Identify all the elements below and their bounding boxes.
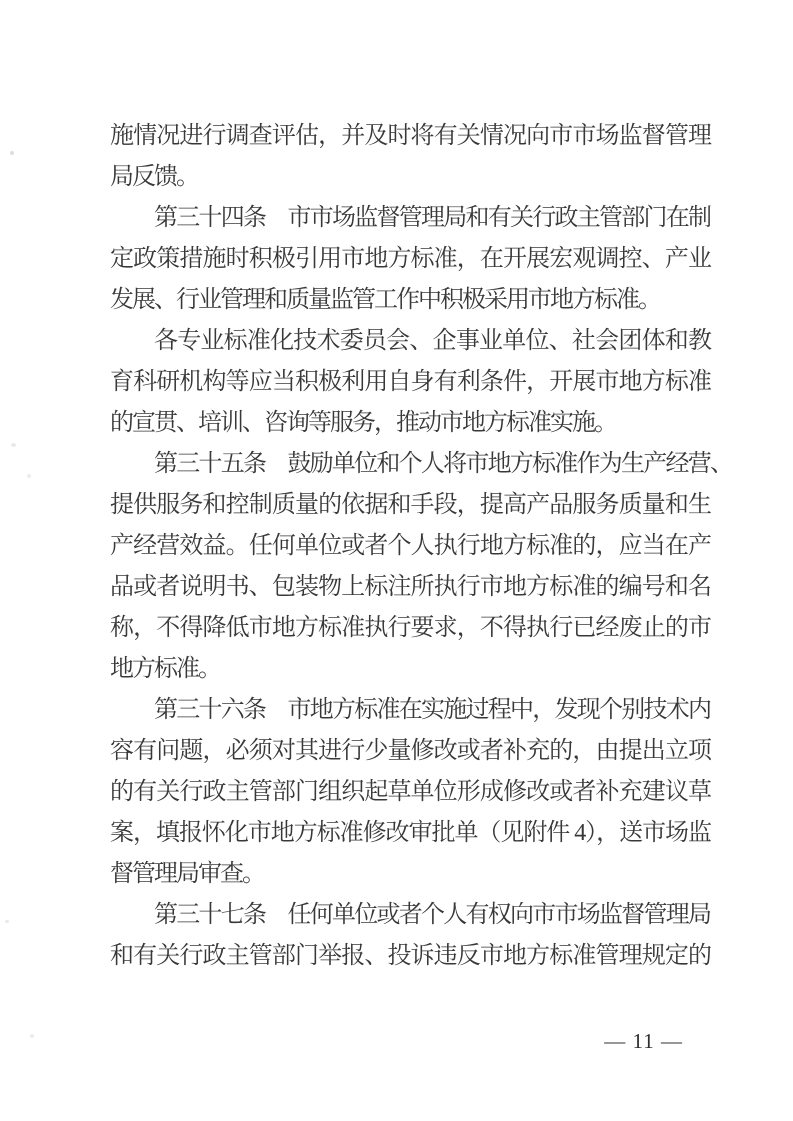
text-line: 和有关行政主管部门举报、投诉违反市地方标准管理规定的 [110, 943, 710, 969]
text-line: 发展、行业管理和质量监管工作中积极采用市地方标准。 [110, 287, 660, 313]
text-line: 品或者说明书、包装物上标注所执行市地方标准的编号和名 [110, 574, 710, 600]
text-line: 第三十四条 市市场监督管理局和有关行政主管部门在制 [154, 205, 710, 231]
text-line: 案，填报怀化市地方标准修改审批单（见附件 4），送市场监 [110, 820, 710, 846]
scan-speck [30, 1034, 34, 1038]
scan-speck [27, 474, 31, 478]
text-line: 第三十六条 市地方标准在实施过程中，发现个别技术内 [154, 697, 710, 723]
text-line: 各专业标准化技术委员会、企事业单位、社会团体和教 [154, 328, 710, 354]
text-line: 产经营效益。任何单位或者个人执行地方标准的，应当在产 [110, 533, 710, 559]
text-line: 的有关行政主管部门组织起草单位形成修改或者补充建议草 [110, 779, 710, 805]
text-line: 容有问题，必须对其进行少量修改或者补充的，由提出立项 [110, 738, 710, 764]
text-line: 施情况进行调查评估，并及时将有关情况向市市场监督管理 [110, 123, 710, 149]
text-line: 育科研机构等应当积极利用自身有利条件，开展市地方标准 [110, 369, 710, 395]
scan-speck [10, 151, 14, 155]
scan-speck [11, 443, 16, 447]
text-line: 第三十七条 任何单位或者个人有权向市市场监督管理局 [154, 902, 710, 928]
text-line: 地方标准。 [110, 656, 220, 682]
text-line: 局反馈。 [110, 164, 198, 190]
page-number: — 11 — [604, 1029, 683, 1053]
text-line: 称，不得降低市地方标准执行要求，不得执行已经废止的市 [110, 615, 710, 641]
text-line: 提供服务和控制质量的依据和手段，提高产品服务质量和生 [110, 492, 710, 518]
text-line: 督管理局审查。 [110, 861, 264, 887]
document-body [110, 116, 732, 977]
text-line: 定政策措施时积极引用市地方标准，在开展宏观调控、产业 [110, 246, 710, 272]
text-line: 第三十五条 鼓励单位和个人将市地方标准作为生产经营、 [154, 451, 732, 477]
text-line: 的宣贯、培训、咨询等服务，推动市地方标准实施。 [110, 410, 616, 436]
scan-speck [5, 920, 9, 923]
